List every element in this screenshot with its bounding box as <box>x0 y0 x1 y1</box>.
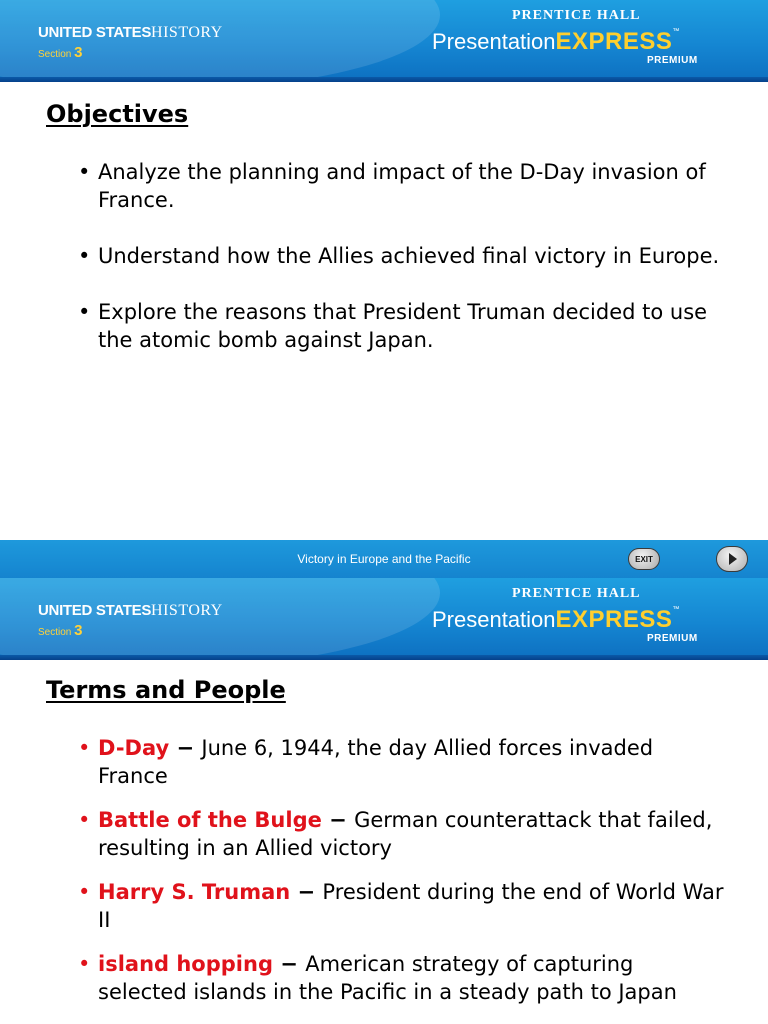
list-item: • Understand how the Allies achieved final victory in Europe. <box>78 244 720 268</box>
terms-list <box>78 734 728 1022</box>
slide-header <box>0 578 768 660</box>
exit-button[interactable]: EXIT <box>628 548 660 570</box>
term: island hopping <box>98 952 273 976</box>
definition: German counterattack that failed, resulting in an Allied victory <box>98 808 713 860</box>
list-item: • Analyze the planning and impact of the D-Day invasion of France. <box>78 160 706 212</box>
list-item: • island hopping − American strategy of capturing selected islands in the Pacific in a steady path to Japan <box>78 952 677 1004</box>
section-label: Section 3 <box>38 622 83 639</box>
product-logo: PresentationEXPRESS™ <box>432 606 680 633</box>
list-item: • Harry S. Truman − President during the end of World War II <box>78 880 724 932</box>
list-item: • D-Day − June 6, 1944, the day Allied forces invaded France <box>78 736 654 788</box>
brand-logo: UNITED STATESHISTORY <box>38 602 223 619</box>
definition: President during the end of World War II <box>98 880 724 932</box>
page-title: Terms and People <box>46 676 286 704</box>
chapter-title: Victory in Europe and the Pacific <box>297 552 471 566</box>
term: D-Day <box>98 736 170 760</box>
term: Battle of the Bulge <box>98 808 322 832</box>
next-slide-button[interactable] <box>716 546 748 572</box>
list-item: • Battle of the Bulge − German counterattack that failed, resulting in an Allied victory <box>78 808 713 860</box>
list-item: • Explore the reasons that President Truman decided to use the atomic bomb against Japan. <box>78 300 708 352</box>
term: Harry S. Truman <box>98 880 291 904</box>
publisher-name: PRENTICE HALL <box>512 8 641 23</box>
definition: American strategy of capturing selected islands in the Pacific in a steady path to Japan <box>98 952 677 1004</box>
objectives-list <box>78 158 728 382</box>
slide-header <box>0 0 768 82</box>
slide-nav-bar <box>0 540 768 579</box>
product-logo: PresentationEXPRESS™ <box>432 28 680 55</box>
product-tier: PREMIUM <box>647 633 698 644</box>
brand-logo: UNITED STATESHISTORY <box>38 24 223 41</box>
section-label: Section 3 <box>38 44 83 61</box>
page-title: Objectives <box>46 100 189 128</box>
slide-terms-and-people <box>0 540 768 1024</box>
publisher-name: PRENTICE HALL <box>512 586 641 601</box>
chevron-right-icon <box>727 552 739 566</box>
definition: June 6, 1944, the day Allied forces invaded France <box>98 736 654 788</box>
product-tier: PREMIUM <box>647 55 698 66</box>
